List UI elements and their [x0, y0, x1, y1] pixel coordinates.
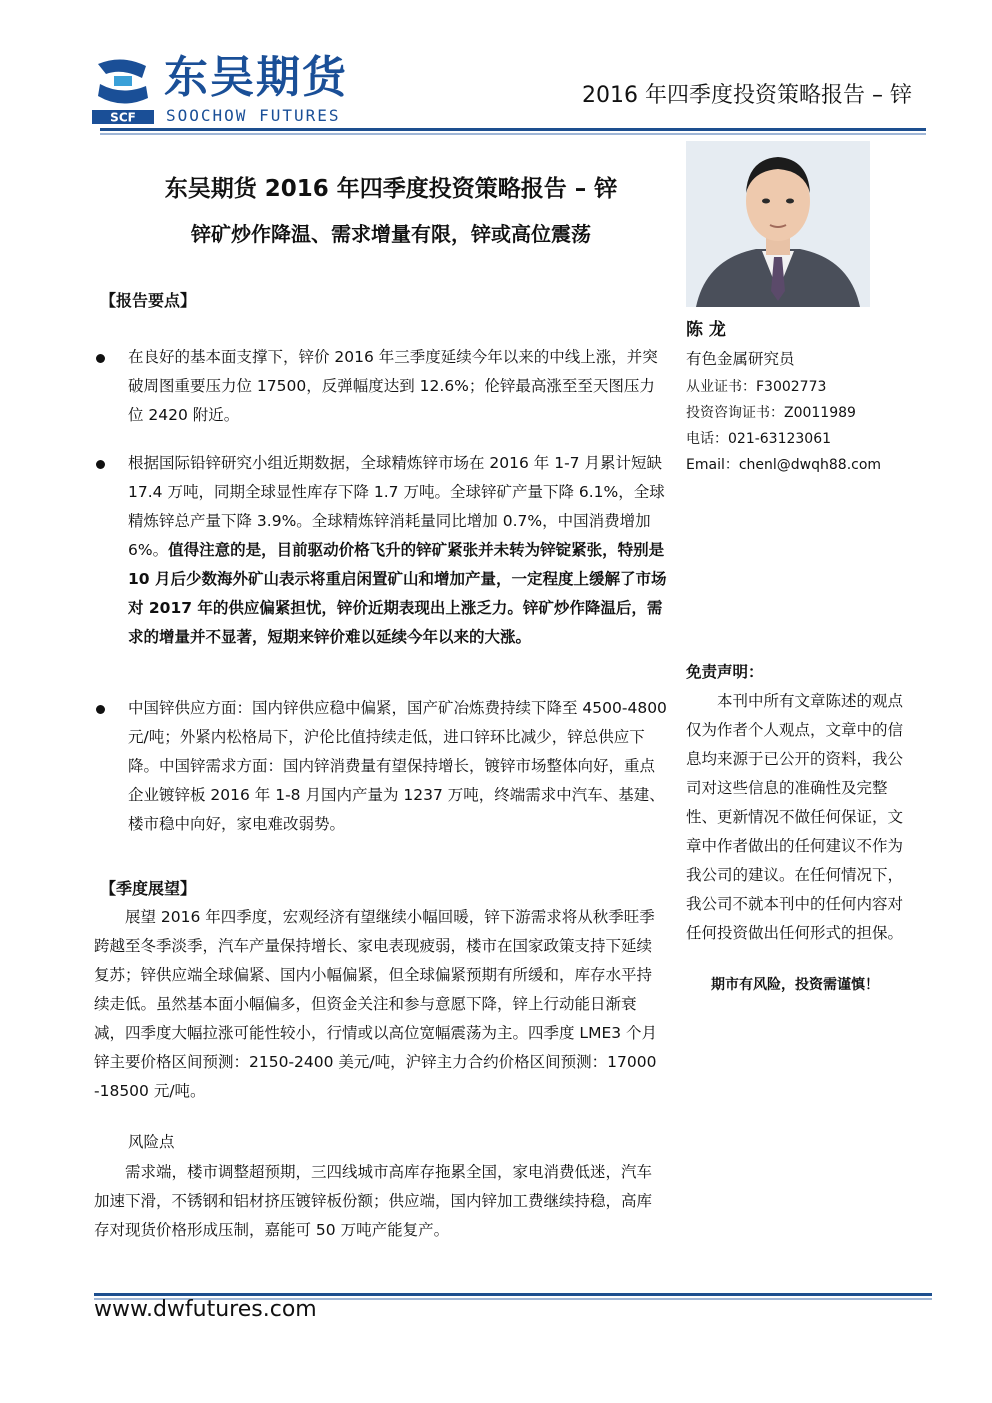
analyst-name: 陈 龙	[686, 320, 726, 340]
page-subtitle: 锌矿炒作降温、需求增量有限，锌或高位震荡	[191, 222, 591, 246]
key-point-3: 中国锌供应方面：国内锌供应稳中偏紧，国产矿冶炼费持续下降至 4500-4800 元/吨；外紧内松格局下，沪伦比值持续走低，进口锌环比减少，锌总供应下降。中国锌需求方面：国内锌消费量有望保持增长，镀锌市场整体向好，重点企业镀锌板 2016 年 1-8 月国内产量为 1237 万吨，终端需求中汽车、基建、楼市稳中向好，家电难改弱势。	[128, 699, 667, 833]
header-divider	[100, 128, 926, 131]
footer-divider	[94, 1293, 932, 1296]
analyst-advisory-license: 投资咨询证书：Z0011989	[686, 405, 856, 421]
disclaimer-body: 本刊中所有文章陈述的观点仅为作者个人观点，文章中的信息均来源于已公开的资料，我公司对这些信息的准确性及完整性、更新情况不做任何保证，文章中作者做出的任何建议不作为我公司的建议。在任何情况下，我公司不就本刊中的任何内容对任何投资做出任何形式的担保。	[686, 692, 904, 942]
analyst-role: 有色金属研究员	[686, 350, 795, 368]
section-heading-outlook: 【季度展望】	[100, 879, 197, 898]
key-point-1: 在良好的基本面支撑下，锌价 2016 年三季度延续今年以来的中线上涨，并突破周图重要压力位 17500，反弹幅度达到 12.6%；伦锌最高涨至至天图压力位 2420 附近。	[128, 348, 658, 424]
key-point-2-highlight: 值得注意的是，目前驱动价格飞升的锌矿紧张并未转为锌锭紧张，特别是 10 月后少数海外矿山表示将重启闲置矿山和增加产量，一定程度上缓解了市场对 2017 年的供应偏紧担忧，锌价近期表现出上涨乏力。锌矿炒作降温后，需求的增量并不显著，短期来锌价难以延续今年以来的大涨。	[128, 541, 667, 646]
analyst-phone: 电话：021-63123061	[686, 431, 832, 447]
disclaimer-footer: 期市有风险，投资需谨慎！	[711, 977, 879, 993]
header-divider-light	[100, 133, 926, 135]
analyst-email[interactable]: Email：chenl@dwqh88.com	[686, 457, 882, 473]
disclaimer-heading: 免责声明：	[686, 663, 764, 681]
risk-heading: 风险点	[128, 1133, 175, 1151]
logo-cn-text: 东吴期货	[164, 52, 348, 103]
analyst-photo	[686, 141, 870, 307]
key-point-2	[128, 449, 668, 652]
company-logo	[92, 52, 402, 128]
outlook-paragraph: 展望 2016 年四季度，宏观经济有望继续小幅回暖，锌下游需求将从秋季旺季跨越至冬季淡季，汽车产量保持增长、家电表现疲弱，楼市在国家政策支持下延续复苏；锌供应端全球偏紧、国内小幅偏紧，但全球偏紧预期有所缓和，库存水平持续走低。虽然基本面小幅偏多，但资金关注和参与意愿下降，锌上行动能日渐衰减，四季度大幅拉涨可能性较小，行情或以高位宽幅震荡为主。四季度 LME3 个月锌主要价格区间预测：2150-2400 美元/吨，沪锌主力合约价格区间预测：17000-18500 元/吨。	[94, 908, 658, 1100]
page-title: 东吴期货 2016 年四季度投资策略报告 – 锌	[164, 176, 618, 202]
section-heading-key-points: 【报告要点】	[100, 291, 197, 310]
logo-mark-text: SCF	[110, 110, 136, 125]
analyst-portrait-icon	[686, 141, 870, 307]
analyst-license: 从业证书：F3002773	[686, 379, 827, 395]
soochow-futures-logo-icon	[92, 56, 154, 126]
logo-en-text: SOOCHOW FUTURES	[166, 106, 341, 125]
key-point-2-text: 根据国际铅锌研究小组近期数据，全球精炼锌市场在 2016 年 1-7 月累计短缺 17.4 万吨，同期全球显性库存下降 1.7 万吨。全球锌矿产量下降 6.1%，全球精炼锌总产量下降 3.9%。全球精炼锌消耗量同比增加 0.7%，中国消费增加 6%。	[128, 454, 665, 559]
footer-website-link[interactable]: www.dwfutures.com	[94, 1297, 317, 1322]
bullet-dot-icon	[96, 460, 105, 469]
risk-paragraph: 需求端，楼市调整超预期，三四线城市高库存拖累全国，家电消费低迷，汽车加速下滑，不锈钢和铝材挤压镀锌板份额；供应端，国内锌加工费继续持稳，高库存对现货价格形成压制，嘉能可 50 万吨产能复产。	[94, 1163, 653, 1239]
header-report-title: 2016 年四季度投资策略报告 – 锌	[582, 83, 912, 108]
bullet-dot-icon	[96, 354, 105, 363]
bullet-dot-icon	[96, 705, 105, 714]
